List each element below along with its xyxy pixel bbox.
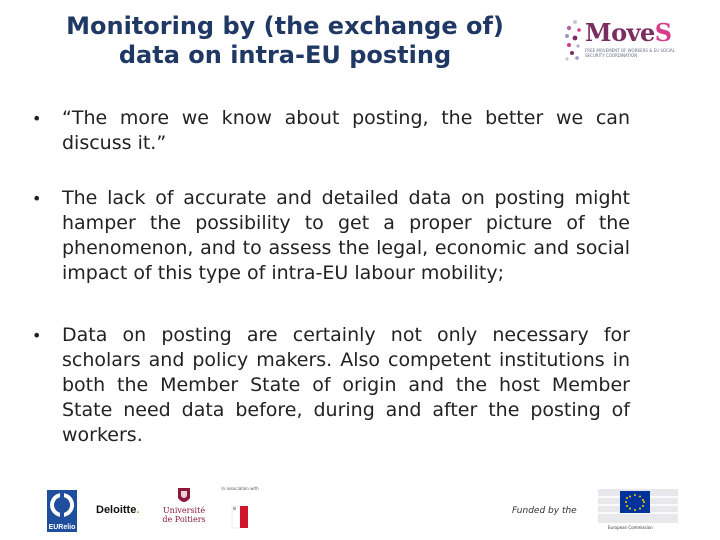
slide-title-line-1: Monitoring by (the exchange of) <box>66 12 504 40</box>
bullet-marker: • <box>32 189 42 208</box>
bullet-marker: • <box>32 326 42 345</box>
universite-poitiers-label <box>155 506 213 524</box>
moves-wordmark <box>585 18 672 47</box>
malta-logo <box>220 486 260 530</box>
bullet-text: “The more we know about posting, the better we can discuss it.” <box>62 107 630 154</box>
slide-title <box>20 12 550 70</box>
european-commission-icon <box>598 487 678 525</box>
malta-caption: In association with <box>221 486 259 491</box>
bullet-item <box>32 186 630 286</box>
bullet-marker: • <box>32 109 42 128</box>
moves-wordmark-main: Move <box>585 18 655 47</box>
moves-logo <box>563 14 673 68</box>
european-commission-label: European Commission <box>608 525 653 530</box>
deloitte-logo <box>96 504 139 516</box>
funded-by-text: Funded by the <box>512 506 577 516</box>
european-commission-logo <box>598 487 678 537</box>
bullet-text: The lack of accurate and detailed data on posting might hamper the possibility to get a proper picture of the phenomenon, and to assess the legal, economic and social impact of this type of intra-EU labour mobility; <box>62 187 630 284</box>
moves-tagline: FREE MOVEMENT OF WORKERS & EU SOCIAL SECURITY COORDINATION <box>585 48 675 58</box>
universite-poitiers-line-1: Université <box>162 506 206 515</box>
university-crest-icon <box>155 486 213 506</box>
moves-wordmark-accent: S <box>654 18 672 47</box>
eurelio-logo-icon <box>47 490 77 532</box>
universite-poitiers-logo <box>155 486 213 530</box>
bullet-item <box>32 106 630 156</box>
slide-title-line-2: data on intra-EU posting <box>118 41 452 69</box>
deloitte-label: Deloitte <box>96 504 137 516</box>
deloitte-dot: . <box>136 504 140 516</box>
moves-swirl-icon <box>563 14 587 68</box>
bullet-text: Data on posting are certainly not only necessary for scholars and policy makers. Also competent institutions in both the Member State of origin and the host Member State need data before, during and after the posting of workers. <box>62 324 630 446</box>
bullet-list <box>32 106 630 448</box>
eurelio-label: EURelio <box>48 524 76 531</box>
eurelio-logo <box>47 490 77 532</box>
universite-poitiers-line-2: de Poitiers <box>162 515 206 524</box>
bullet-item <box>32 323 630 448</box>
malta-flag-icon <box>220 492 260 532</box>
